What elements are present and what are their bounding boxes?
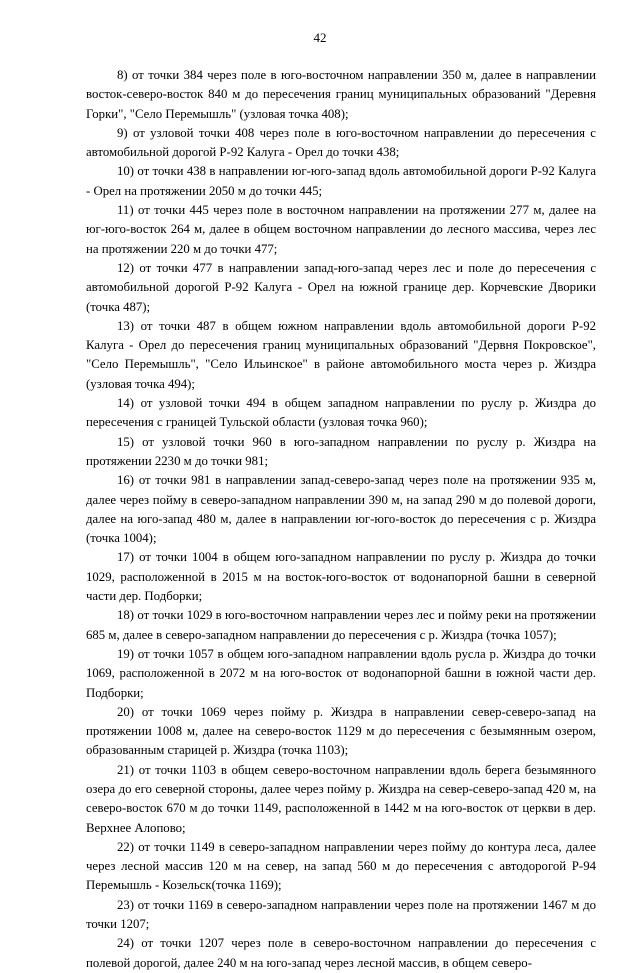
paragraph-item-16: 16) от точки 981 в направлении запад-северо-запад через поле на протяжении 935 м, далее через пойму в северо-западном направлении 390 м, на запад 290 м до полевой дороги, далее на юго-запад 480 м, далее в направлении юг-юго-восток до пересечения с р. Жиздра (точка 1004); (86, 473, 596, 546)
paragraph-item-8: 8) от точки 384 через поле в юго-восточном направлении 350 м, далее в направлении восток-северо-восток 840 м до пересечения границ муниципальных образований "Деревня Горки", "Село Перемышль" (узловая точка 408); (86, 68, 596, 121)
paragraph-item-17: 17) от точки 1004 в общем юго-западном направлении по руслу р. Жиздра до точки 1029, расположенной в 2015 м на восток-юго-восток от водонапорной башни в северной части дер. Подборки; (86, 550, 596, 604)
paragraph-item-12: 12) от точки 477 в направлении запад-юго-запад через лес и поле до пересечения с автомобильной дорогой Р-92 Калуга - Орел на южной границе дер. Корчевские Дворики (точка 487); (86, 260, 596, 314)
paragraph-item-15: 15) от узловой точки 960 в юго-западном направлении по руслу р. Жиздра на протяжении 2230 м до точки 981; (86, 434, 596, 468)
paragraph-item-22: 22) от точки 1149 в северо-западном направлении через пойму до контура леса, далее через лесной массив 120 м на север, на запад 560 м до пересечения с автодорогой Р-94 Перемышль - Козельск(точка 1169); (86, 839, 596, 893)
paragraph-item-14: 14) от узловой точки 494 в общем западном направлении по руслу р. Жиздра до пересечения с границей Тульской области (узловая точка 960); (86, 396, 596, 430)
paragraph-item-19: 19) от точки 1057 в общем юго-западном направлении вдоль русла р. Жиздра до точки 1069, расположенной в 2072 м на юго-восток от водонапорной башни в южной части дер. Подборки; (86, 646, 596, 700)
paragraph-item-9: 9) от узловой точки 408 через поле в юго-восточном направлении до пересечения с автомобильной дорогой Р-92 Калуга - Орел до точки 438; (86, 125, 596, 160)
paragraph-item-13: 13) от точки 487 в общем южном направлении вдоль автомобильной дороги Р-92 Калуга - Орел до пересечения границ муниципальных образований "Дервня Покровское", "Село Перемышль", "Село Ильинское" в районе автомобильного моста через р. Жиздра (узловая точка 494); (86, 318, 596, 391)
page-number: 42 (313, 30, 327, 45)
document-body (86, 66, 596, 973)
paragraph-item-24: 24) от точки 1207 через поле в северо-восточном направлении до пересечения с полевой дорогой, далее 240 м на юго-запад через лесной массив, в общем северо- (86, 936, 596, 970)
paragraph-item-11: 11) от точки 445 через поле в восточном направлении на протяжении 277 м, далее на юг-юго-восток 264 м, далее в общем восточном направлении до лесного массива, через лес на протяжении 220 м до точки 477; (86, 203, 596, 256)
paragraph-item-20: 20) от точки 1069 через пойму р. Жиздра в направлении север-северо-запад на протяжении 1008 м, далее на северо-восток 1129 м до пересечения с безымянным озером, образованным старицей р. Жиздра (точка 1103); (86, 704, 596, 758)
paragraph-item-23: 23) от точки 1169 в северо-западном направлении через поле на протяжении 1467 м до точки 1207; (86, 897, 596, 932)
paragraph-item-18: 18) от точки 1029 в юго-восточном направлении через лес и пойму реки на протяжении 685 м, далее в северо-западном направлении до пересечения с р. Жиздра (точка 1057); (86, 608, 596, 642)
paragraph-item-10: 10) от точки 438 в направлении юг-юго-запад вдоль автомобильной дороги Р-92 Калуга - Орел на протяжении 2050 м до точки 445; (86, 164, 596, 198)
paragraph-item-21: 21) от точки 1103 в общем северо-восточном направлении вдоль берега безымянного озера до его северной стороны, далее через пойму р. Жиздра на север-северо-запад 420 м, на северо-восток 670 м до точки 1149, расположенной в 1442 м на юго-восток от церкви в дер. Верхнее Алопово; (86, 762, 596, 835)
